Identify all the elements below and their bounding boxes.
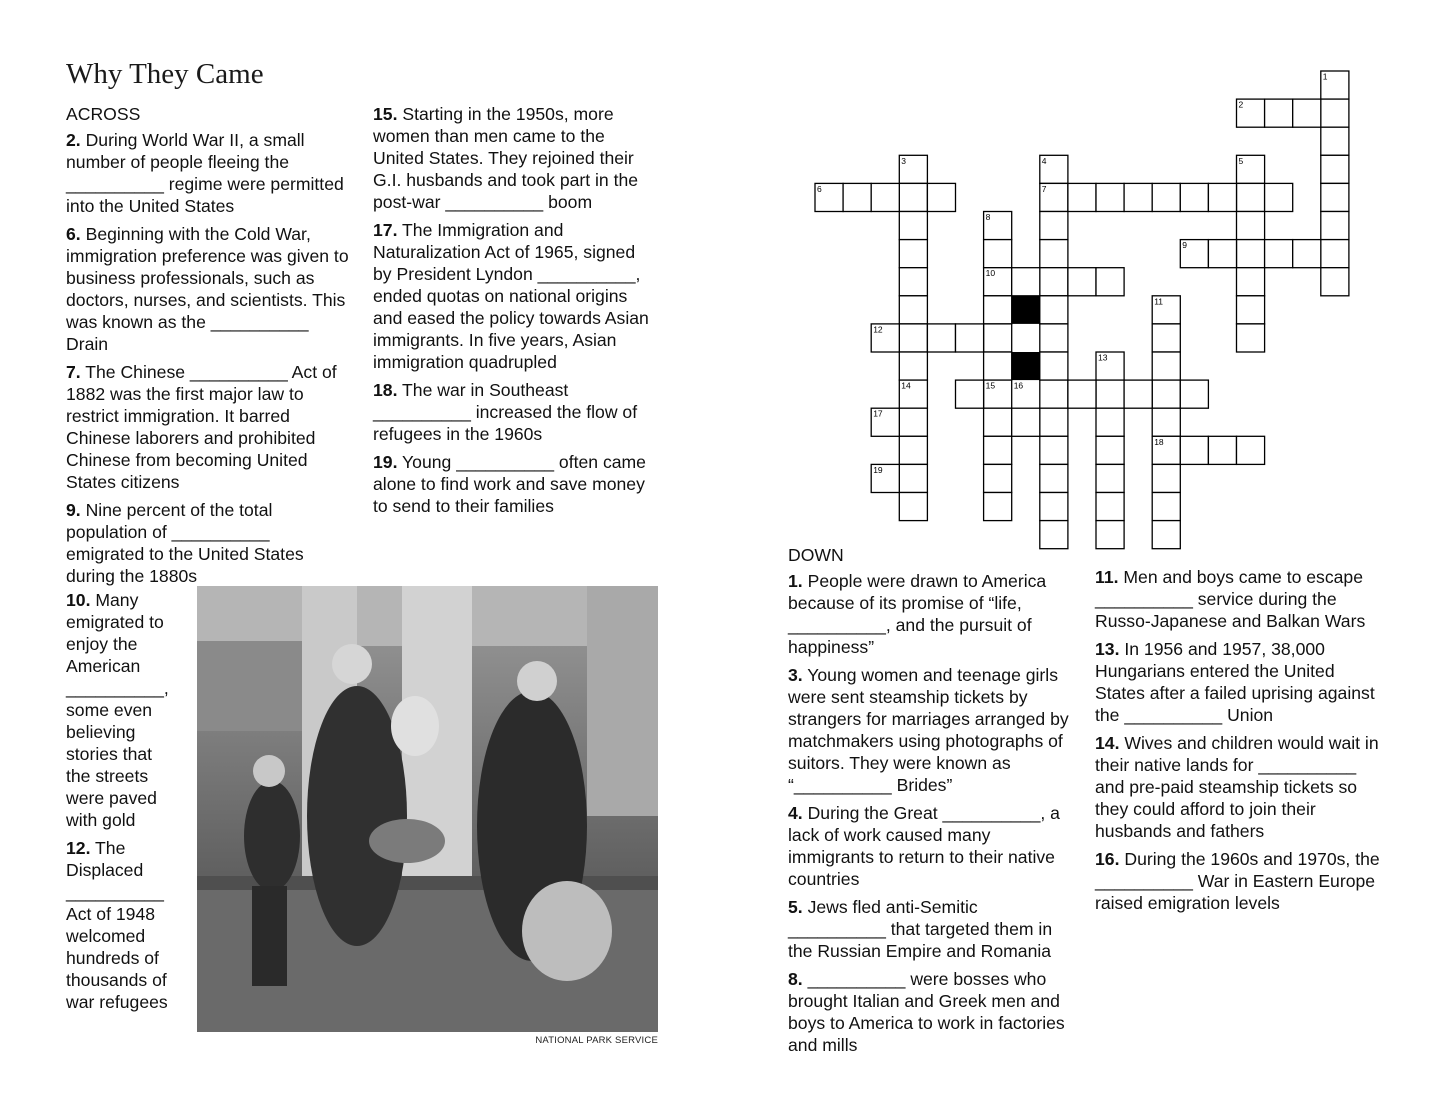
crossword-cell[interactable] <box>1237 268 1265 296</box>
crossword-cell[interactable] <box>1040 324 1068 352</box>
crossword-cell[interactable] <box>1040 408 1068 436</box>
crossword-cell[interactable] <box>899 155 927 183</box>
crossword-cell[interactable] <box>899 183 927 211</box>
crossword-cell[interactable] <box>984 464 1012 492</box>
crossword-cell[interactable] <box>1012 408 1040 436</box>
crossword-cell-number: 2 <box>1238 99 1244 110</box>
crossword-cell-number: 9 <box>1182 240 1188 251</box>
crossword-cell[interactable] <box>1068 183 1096 211</box>
crossword-black-square <box>1012 296 1040 324</box>
across-heading: ACROSS <box>66 104 141 124</box>
crossword-cell[interactable] <box>871 183 899 211</box>
clue-across-10: 10. Many emigrated to enjoy the American __________, some even believing stories that the streets were paved with gold <box>66 590 169 830</box>
crossword-cell[interactable] <box>1152 408 1180 436</box>
crossword-cell[interactable] <box>1237 296 1265 324</box>
clue-down-8: 8. __________ were bosses who brought Italian and Greek men and boys to America to work in factories and mills <box>788 969 1065 1055</box>
crossword-cell[interactable] <box>1152 521 1180 549</box>
crossword-cell[interactable] <box>1124 380 1152 408</box>
crossword-cell[interactable] <box>1321 127 1349 155</box>
crossword-cell[interactable] <box>1040 240 1068 268</box>
crossword-cell[interactable] <box>1096 183 1124 211</box>
crossword-cell[interactable] <box>984 268 1012 296</box>
crossword-cell-number: 7 <box>1041 183 1047 194</box>
crossword-cell[interactable] <box>1096 464 1124 492</box>
crossword-cell[interactable] <box>1180 183 1208 211</box>
crossword-cell[interactable] <box>1237 155 1265 183</box>
crossword-cell[interactable] <box>1096 352 1124 380</box>
down-heading: DOWN <box>788 545 844 565</box>
crossword-cell[interactable] <box>899 296 927 324</box>
crossword-cell[interactable] <box>1237 436 1265 464</box>
crossword-cell-number: 18 <box>1154 436 1164 447</box>
crossword-cell[interactable] <box>1152 183 1180 211</box>
crossword-cell[interactable] <box>1293 240 1321 268</box>
down-column-2 <box>1095 566 1385 920</box>
clue-down-4: 4. During the Great __________, a lack of work caused many immigrants to return to their native countries <box>788 803 1060 889</box>
clue-across-18: 18. The war in Southeast __________ increased the flow of refugees in the 1960s <box>373 380 638 444</box>
crossword-cell[interactable] <box>1321 155 1349 183</box>
crossword-cell[interactable] <box>1040 155 1068 183</box>
crossword-cell[interactable] <box>899 380 927 408</box>
crossword-cell[interactable] <box>1208 436 1236 464</box>
crossword-cell[interactable] <box>1237 99 1265 127</box>
crossword-cell[interactable] <box>1040 380 1068 408</box>
crossword-cell[interactable] <box>1040 352 1068 380</box>
crossword-cell-number: 6 <box>817 183 822 194</box>
crossword-cell[interactable] <box>1012 268 1040 296</box>
crossword-cell[interactable] <box>815 183 843 211</box>
crossword-cell[interactable] <box>899 268 927 296</box>
clue-down-11: 11. Men and boys came to escape __________ service during the Russo-Japanese and Balkan Wars <box>1095 567 1366 631</box>
crossword-cell[interactable] <box>1180 436 1208 464</box>
crossword-cell[interactable] <box>984 408 1012 436</box>
crossword-cell[interactable] <box>1321 71 1349 99</box>
crossword-cell[interactable] <box>899 240 927 268</box>
crossword-cell-number: 17 <box>873 408 883 419</box>
crossword-black-square <box>1012 352 1040 380</box>
crossword-cell[interactable] <box>899 408 927 436</box>
crossword-cell[interactable] <box>1152 380 1180 408</box>
crossword-cell[interactable] <box>871 464 899 492</box>
clue-across-15: 15. Starting in the 1950s, more women than men came to the United States. They rejoined their G.I. husbands and took part in the post-war __________ boom <box>373 104 639 212</box>
crossword-cell[interactable] <box>1237 240 1265 268</box>
clue-down-13: 13. In 1956 and 1957, 38,000 Hungarians entered the United States after a failed uprising against the __________ Union <box>1095 639 1375 725</box>
crossword-cell[interactable] <box>1180 240 1208 268</box>
crossword-cell[interactable] <box>899 212 927 240</box>
crossword-cell-number: 13 <box>1098 352 1108 363</box>
crossword-cell[interactable] <box>1068 380 1096 408</box>
crossword-cell[interactable] <box>1180 380 1208 408</box>
clue-down-3: 3. Young women and teenage girls were sent steamship tickets by strangers for marriages arranged by matchmakers using photographs of suitors. They were known as “__________ Brides” <box>788 665 1069 795</box>
clue-across-2: 2. During World War II, a small number of people fleeing the __________ regime were permitted into the United States <box>66 130 344 216</box>
across-column-narrow <box>66 589 180 1019</box>
crossword-cell[interactable] <box>956 324 984 352</box>
crossword-cell[interactable] <box>1096 493 1124 521</box>
clue-down-1: 1. People were drawn to America because of its promise of “life, __________, and the pursuit of happiness” <box>788 571 1047 657</box>
clue-across-6: 6. Beginning with the Cold War, immigration preference was given to business professionals, such as doctors, nurses, and scientists. This was known as the __________ Drain <box>66 224 349 354</box>
crossword-cell-number: 15 <box>985 380 996 391</box>
crossword-cell-number: 19 <box>873 464 883 475</box>
crossword-cell[interactable] <box>1152 352 1180 380</box>
crossword-cell-number: 10 <box>985 268 996 279</box>
crossword-cell[interactable] <box>1321 240 1349 268</box>
crossword-cell[interactable] <box>984 493 1012 521</box>
clue-down-16: 16. During the 1960s and 1970s, the __________ War in Eastern Europe raised emigration levels <box>1095 849 1380 913</box>
crossword-cell[interactable] <box>1265 183 1293 211</box>
crossword-cell[interactable] <box>927 324 955 352</box>
crossword-cell[interactable] <box>1040 493 1068 521</box>
crossword-cell[interactable] <box>1040 436 1068 464</box>
clue-down-14: 14. Wives and children would wait in their native lands for __________ and pre-paid steamship tickets so they could afford to join their husbands and fathers <box>1095 733 1379 841</box>
crossword-cell[interactable] <box>1265 240 1293 268</box>
crossword-cell[interactable] <box>1321 212 1349 240</box>
crossword-cell[interactable] <box>1237 324 1265 352</box>
crossword-cell[interactable] <box>871 324 899 352</box>
crossword-cell[interactable] <box>1321 268 1349 296</box>
immigrant-family-photo <box>197 586 658 1032</box>
crossword-cell[interactable] <box>984 380 1012 408</box>
crossword-cell[interactable] <box>1068 268 1096 296</box>
crossword-cell[interactable] <box>984 240 1012 268</box>
crossword-cell-number: 3 <box>901 155 907 166</box>
crossword-cell[interactable] <box>1096 408 1124 436</box>
crossword-cell[interactable] <box>899 436 927 464</box>
crossword-cell[interactable] <box>1152 296 1180 324</box>
crossword-cell[interactable] <box>1321 99 1349 127</box>
clue-down-5: 5. Jews fled anti-Semitic __________ that targeted them in the Russian Empire and Romania <box>788 897 1053 961</box>
crossword-cell[interactable] <box>1265 99 1293 127</box>
crossword-cell[interactable] <box>984 436 1012 464</box>
crossword-cell[interactable] <box>1237 183 1265 211</box>
crossword-cell-number: 8 <box>985 212 991 222</box>
crossword-cell[interactable] <box>899 493 927 521</box>
photo-illustration <box>197 586 658 1032</box>
crossword-cell-number: 14 <box>901 380 911 391</box>
crossword-cell[interactable] <box>1096 521 1124 549</box>
crossword-cell[interactable] <box>984 352 1012 380</box>
crossword-cell-number: 1 <box>1322 71 1328 82</box>
crossword-cell[interactable] <box>1152 464 1180 492</box>
crossword-cell-number: 5 <box>1238 155 1244 166</box>
crossword-cell[interactable] <box>899 352 927 380</box>
clue-across-19: 19. Young __________ often came alone to find work and save money to send to their families <box>373 452 646 516</box>
crossword-cell[interactable] <box>1208 183 1236 211</box>
crossword-cell[interactable] <box>1124 183 1152 211</box>
clue-across-17: 17. The Immigration and Naturalization Act of 1965, signed by President Lyndon __________, ended quotas on national origins and eased the policy towards Asian immigrants. In five years, Asian immigration quadrupled <box>373 220 649 372</box>
crossword-cell[interactable] <box>1096 380 1124 408</box>
crossword-cell[interactable] <box>956 380 984 408</box>
crossword-cell[interactable] <box>1040 464 1068 492</box>
page-title: Why They Came <box>66 58 264 90</box>
crossword-cell[interactable] <box>1208 240 1236 268</box>
crossword-cell[interactable] <box>984 212 1012 240</box>
crossword-cell-number: 4 <box>1041 155 1047 166</box>
crossword-cell[interactable] <box>927 183 955 211</box>
crossword-cell-number: 11 <box>1154 296 1164 307</box>
photo-credit: NATIONAL PARK SERVICE <box>535 1035 658 1046</box>
crossword-cell-number: 16 <box>1013 380 1024 391</box>
crossword-cell[interactable] <box>1040 296 1068 324</box>
clue-across-7: 7. The Chinese __________ Act of 1882 was the first major law to restrict immigration. It barred Chinese laborers and prohibited Chinese from becoming United States citizens <box>66 362 337 492</box>
crossword-cell[interactable] <box>1040 212 1068 240</box>
crossword-cell[interactable] <box>1237 212 1265 240</box>
crossword-cell[interactable] <box>1096 436 1124 464</box>
crossword-cell[interactable] <box>843 183 871 211</box>
crossword-cell[interactable] <box>1152 493 1180 521</box>
crossword-cell[interactable] <box>1040 268 1068 296</box>
crossword-cell[interactable] <box>1152 324 1180 352</box>
crossword-cell[interactable] <box>984 324 1012 352</box>
crossword-cell[interactable] <box>984 296 1012 324</box>
across-column-1 <box>66 103 351 593</box>
crossword-cell[interactable] <box>1096 268 1124 296</box>
across-column-2 <box>373 103 658 523</box>
crossword-cell[interactable] <box>1293 99 1321 127</box>
crossword-cell[interactable] <box>899 464 927 492</box>
crossword-cell-number: 12 <box>873 324 883 335</box>
down-column-1 <box>788 544 1078 1062</box>
crossword-cell[interactable] <box>871 408 899 436</box>
crossword-cell[interactable] <box>899 324 927 352</box>
crossword-cell[interactable] <box>1152 436 1180 464</box>
crossword-cell[interactable] <box>1321 183 1349 211</box>
crossword-cell[interactable] <box>1040 183 1068 211</box>
clue-across-12: 12. The Displaced __________ Act of 1948 welcomed hundreds of thousands of war refugees <box>66 838 168 1012</box>
clue-across-9: 9. Nine percent of the total population of __________ emigrated to the United States during the 1880s <box>66 500 304 586</box>
